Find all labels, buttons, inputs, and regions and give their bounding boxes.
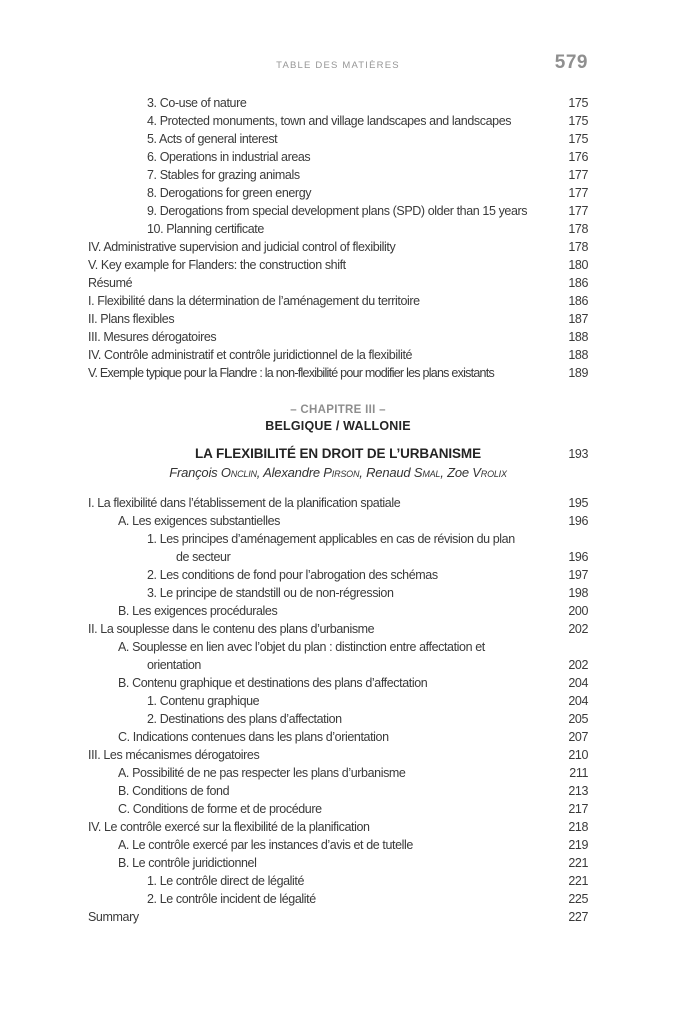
toc-entry-text bbox=[88, 674, 427, 692]
toc-entry-line: B. Le contrôle juridictionnel bbox=[118, 856, 257, 870]
toc-entry-line: B. Les exigences procédurales bbox=[118, 604, 278, 618]
toc-entry-line: 5. Acts of general interest bbox=[147, 132, 278, 146]
toc-entry-text bbox=[88, 148, 310, 166]
chapter-title-page: 193 bbox=[568, 447, 588, 461]
toc-entry-line: 8. Derogations for green energy bbox=[147, 186, 312, 200]
toc-entry-page: 187 bbox=[568, 312, 588, 326]
toc-entry-page: 221 bbox=[568, 856, 588, 870]
toc-entry bbox=[88, 274, 588, 292]
toc-entry-line: V. Key example for Flanders: the construction shift bbox=[88, 258, 346, 272]
toc-entry bbox=[88, 620, 588, 638]
toc-entry bbox=[88, 220, 588, 238]
toc-entry-text bbox=[88, 256, 346, 274]
toc-entry-text bbox=[88, 908, 139, 926]
toc-entry-text bbox=[88, 800, 322, 818]
toc-entry-text bbox=[88, 238, 395, 256]
toc-entry bbox=[88, 800, 588, 818]
toc-entry-page: 186 bbox=[568, 276, 588, 290]
toc-entry-line: A. Les exigences substantielles bbox=[118, 514, 281, 528]
toc-entry-line: 1. Le contrôle direct de légalité bbox=[147, 874, 305, 888]
toc-entry-page: 197 bbox=[568, 568, 588, 582]
toc-entry-text bbox=[88, 94, 246, 112]
toc-entry-text bbox=[88, 364, 494, 382]
toc-entry-page: 200 bbox=[568, 604, 588, 618]
toc-entry-line: 4. Protected monuments, town and village landscapes and landscapes bbox=[147, 114, 512, 128]
toc-entry bbox=[88, 602, 588, 620]
toc-entry-text bbox=[88, 184, 311, 202]
toc-entry bbox=[88, 872, 588, 890]
toc-entry-page: 204 bbox=[568, 676, 588, 690]
toc-entry-text bbox=[88, 782, 229, 800]
toc-entry-page: 176 bbox=[568, 150, 588, 164]
toc-entry-page: 178 bbox=[568, 222, 588, 236]
folio-page-number: 579 bbox=[554, 52, 588, 73]
toc-entry-page: 177 bbox=[568, 186, 588, 200]
chapter-kicker: – CHAPITRE III – bbox=[290, 404, 386, 416]
toc-entry bbox=[88, 310, 588, 328]
toc-entry-text bbox=[88, 584, 394, 602]
toc-entry-page: 218 bbox=[568, 820, 588, 834]
toc-entry-page: 207 bbox=[568, 730, 588, 744]
toc-entry-line: Summary bbox=[88, 910, 139, 924]
chapter-region: BELGIQUE / WALLONIE bbox=[265, 419, 411, 433]
toc-entry-line: IV. Le contrôle exercé sur la flexibilité de la planification bbox=[88, 820, 370, 834]
toc-entry bbox=[88, 292, 588, 310]
toc-entry-page: 204 bbox=[568, 694, 588, 708]
toc-entry-text bbox=[88, 112, 511, 130]
toc-entry bbox=[88, 94, 588, 112]
toc-section-1 bbox=[88, 94, 588, 382]
toc-entry-page: 205 bbox=[568, 712, 588, 726]
author-name: Renaud Smal bbox=[366, 465, 441, 480]
toc-entry-text bbox=[88, 328, 216, 346]
toc-entry-text bbox=[88, 836, 413, 854]
toc-entry-line: IV. Contrôle administratif et contrôle juridictionnel de la flexibilité bbox=[88, 348, 413, 362]
toc-entry-page: 175 bbox=[568, 96, 588, 110]
toc-entry-line: 2. Destinations des plans d’affectation bbox=[147, 712, 342, 726]
toc-entry-text bbox=[88, 566, 438, 584]
toc-entry-page: 210 bbox=[568, 748, 588, 762]
toc-entry bbox=[88, 148, 588, 166]
toc-entry-page: 186 bbox=[568, 294, 588, 308]
toc-entry-text bbox=[88, 872, 304, 890]
toc-entry-line: C. Conditions de forme et de procédure bbox=[118, 802, 322, 816]
toc-entry bbox=[88, 710, 588, 728]
chapter-title-row bbox=[88, 444, 588, 464]
toc-entry-page: 189 bbox=[568, 366, 588, 380]
toc-entry-page: 202 bbox=[568, 658, 588, 672]
toc-entry-page: 213 bbox=[568, 784, 588, 798]
toc-entry-line: A. Le contrôle exercé par les instances d’avis et de tutelle bbox=[118, 838, 413, 852]
toc-entry bbox=[88, 764, 588, 782]
toc-entry bbox=[88, 112, 588, 130]
toc-entry-page: 195 bbox=[568, 496, 588, 510]
toc-entry-line: I. La flexibilité dans l’établissement de la planification spatiale bbox=[88, 496, 401, 510]
toc-entry-line: 2. Le contrôle incident de légalité bbox=[147, 892, 316, 906]
toc-entry-page: 175 bbox=[568, 132, 588, 146]
toc-entry bbox=[88, 130, 588, 148]
toc-entry-line: III. Mesures dérogatoires bbox=[88, 330, 217, 344]
toc-entry-line: A. Souplesse en lien avec l’objet du plan : distinction entre affectation et bbox=[118, 640, 485, 654]
toc-entry-text bbox=[88, 890, 316, 908]
toc-entry-text bbox=[88, 620, 374, 638]
toc-entry-line: C. Indications contenues dans les plans d’orientation bbox=[118, 730, 389, 744]
toc-entry-continuation: orientation bbox=[147, 658, 201, 672]
toc-entry-page: 202 bbox=[568, 622, 588, 636]
toc-entry bbox=[88, 854, 588, 872]
toc-entry-page: 177 bbox=[568, 204, 588, 218]
running-title: TABLE DES MATIÈRES bbox=[276, 60, 400, 71]
toc-entry bbox=[88, 746, 588, 764]
toc-entry bbox=[88, 530, 588, 566]
toc-entry-page: 217 bbox=[568, 802, 588, 816]
toc-entry bbox=[88, 836, 588, 854]
toc-entry-continuation: de secteur bbox=[176, 550, 231, 564]
toc-entry-page: 196 bbox=[568, 514, 588, 528]
toc-entry-page: 196 bbox=[568, 550, 588, 564]
toc-entry-page: 188 bbox=[568, 330, 588, 344]
toc-entry-page: 225 bbox=[568, 892, 588, 906]
toc-entry-text bbox=[88, 512, 280, 530]
toc-entry bbox=[88, 638, 588, 674]
toc-entry-text bbox=[88, 220, 264, 238]
toc-entry-line: Résumé bbox=[88, 276, 133, 290]
toc-entry bbox=[88, 328, 588, 346]
toc-entry bbox=[88, 584, 588, 602]
toc-entry bbox=[88, 238, 588, 256]
toc-entry-line: 1. Les principes d’aménagement applicables en cas de révision du plan bbox=[147, 532, 515, 546]
toc-entry bbox=[88, 890, 588, 908]
toc-entry-page: 211 bbox=[569, 766, 588, 780]
toc-entry-page: 180 bbox=[568, 258, 588, 272]
toc-entry bbox=[88, 202, 588, 220]
toc-entry bbox=[88, 818, 588, 836]
toc-entry-text bbox=[88, 530, 515, 566]
toc-entry-text bbox=[88, 130, 277, 148]
toc-entry-text bbox=[88, 692, 259, 710]
toc bbox=[88, 94, 588, 926]
chapter-heading bbox=[88, 402, 588, 482]
toc-entry-line: B. Conditions de fond bbox=[118, 784, 230, 798]
toc-entry-line: 6. Operations in industrial areas bbox=[147, 150, 311, 164]
toc-entry-text bbox=[88, 310, 174, 328]
toc-entry bbox=[88, 908, 588, 926]
toc-entry-line: 3. Co-use of nature bbox=[147, 96, 247, 110]
toc-entry bbox=[88, 692, 588, 710]
toc-entry bbox=[88, 512, 588, 530]
toc-entry bbox=[88, 566, 588, 584]
toc-entry-page: 221 bbox=[568, 874, 588, 888]
toc-entry-line: 2. Les conditions de fond pour l’abrogation des schémas bbox=[147, 568, 438, 582]
toc-section-2 bbox=[88, 494, 588, 926]
toc-entry-line: 3. Le principe de standstill ou de non-régression bbox=[147, 586, 394, 600]
toc-entry bbox=[88, 346, 588, 364]
toc-entry-text bbox=[88, 710, 342, 728]
author-name: François Onclin bbox=[169, 465, 257, 480]
toc-entry-text bbox=[88, 346, 412, 364]
toc-entry-line: 7. Stables for grazing animals bbox=[147, 168, 300, 182]
toc-entry bbox=[88, 364, 588, 382]
toc-entry bbox=[88, 184, 588, 202]
toc-entry-text bbox=[88, 292, 420, 310]
toc-entry-text bbox=[88, 166, 300, 184]
toc-entry-line: II. Plans flexibles bbox=[88, 312, 175, 326]
toc-entry bbox=[88, 674, 588, 692]
toc-entry-page: 219 bbox=[568, 838, 588, 852]
toc-entry-page: 227 bbox=[568, 910, 588, 924]
toc-entry-page: 188 bbox=[568, 348, 588, 362]
toc-entry-text bbox=[88, 818, 370, 836]
toc-entry-text bbox=[88, 602, 277, 620]
toc-entry-line: B. Contenu graphique et destinations des plans d’affectation bbox=[118, 676, 428, 690]
toc-entry-text bbox=[88, 202, 527, 220]
toc-entry-line: I. Flexibilité dans la détermination de l’aménagement du territoire bbox=[88, 294, 420, 308]
toc-entry bbox=[88, 256, 588, 274]
toc-entry-page: 175 bbox=[568, 114, 588, 128]
toc-entry-page: 198 bbox=[568, 586, 588, 600]
author-name: Zoe Vrolix bbox=[447, 465, 507, 480]
toc-entry-line: 10. Planning certificate bbox=[147, 222, 264, 236]
toc-entry-page: 178 bbox=[568, 240, 588, 254]
toc-entry-page: 177 bbox=[568, 168, 588, 182]
toc-entry bbox=[88, 494, 588, 512]
toc-entry bbox=[88, 728, 588, 746]
toc-entry-text bbox=[88, 746, 259, 764]
toc-entry bbox=[88, 782, 588, 800]
author-name: Alexandre Pirson bbox=[263, 465, 360, 480]
toc-entry-text bbox=[88, 494, 400, 512]
toc-entry-text bbox=[88, 274, 132, 292]
toc-entry-text bbox=[88, 854, 257, 872]
toc-entry-line: 9. Derogations from special development plans (SPD) older than 15 years bbox=[147, 204, 528, 218]
toc-entry-line: A. Possibilité de ne pas respecter les plans d’urbanisme bbox=[118, 766, 406, 780]
toc-entry-text bbox=[88, 764, 406, 782]
toc-entry-line: IV. Administrative supervision and judicial control of flexibility bbox=[88, 240, 396, 254]
toc-entry-text bbox=[88, 728, 389, 746]
page-header bbox=[88, 52, 588, 78]
toc-entry-text bbox=[88, 638, 485, 674]
toc-entry-line: 1. Contenu graphique bbox=[147, 694, 260, 708]
toc-entry-line: II. La souplesse dans le contenu des plans d’urbanisme bbox=[88, 622, 375, 636]
toc-entry bbox=[88, 166, 588, 184]
chapter-title: LA FLEXIBILITÉ EN DROIT DE L’URBANISME bbox=[195, 446, 481, 461]
toc-entry-line: V. Exemple typique pour la Flandre : la non-flexibilité pour modifier les plans existants bbox=[88, 366, 494, 380]
toc-entry-line: III. Les mécanismes dérogatoires bbox=[88, 748, 260, 762]
chapter-authors: François Onclin, Alexandre Pirson, Renaud Smal, Zoe Vrolix bbox=[169, 465, 507, 480]
